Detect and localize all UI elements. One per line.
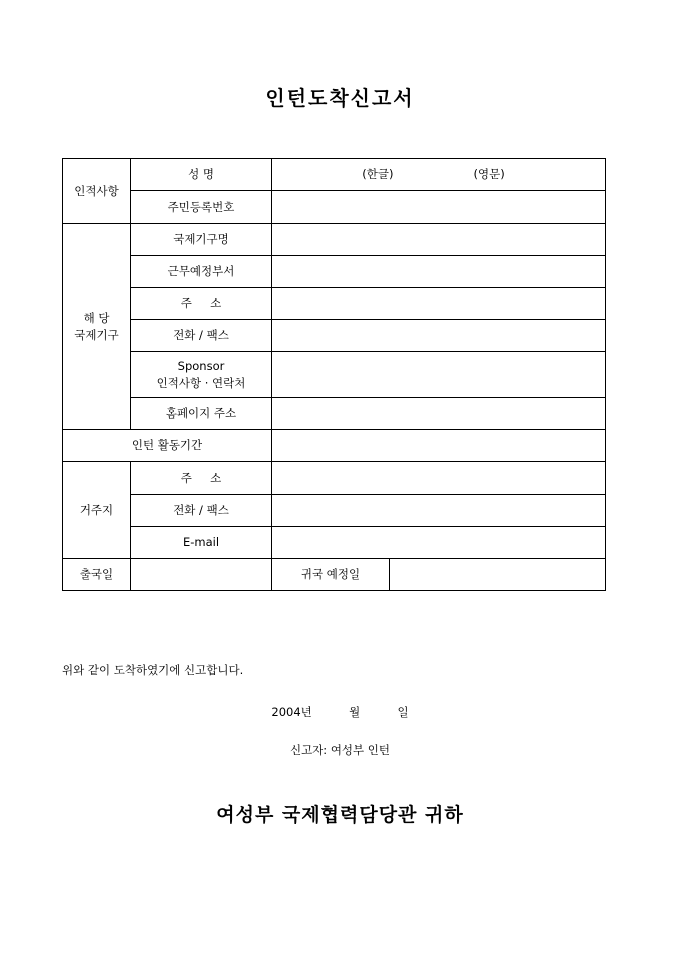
org-address-label: 주 소 xyxy=(131,288,272,320)
org-address-field[interactable] xyxy=(272,288,606,320)
homepage-field[interactable] xyxy=(272,398,606,430)
res-address-label: 주 소 xyxy=(131,462,272,495)
date-day: 일 xyxy=(397,705,409,719)
date-year: 2004년 xyxy=(271,705,312,719)
org-phone-label: 전화 / 팩스 xyxy=(131,320,272,352)
res-phone-label: 전화 / 팩스 xyxy=(131,495,272,527)
resident-number-field[interactable] xyxy=(272,191,606,224)
sponsor-label-line2: 인적사항 · 연락처 xyxy=(156,375,246,390)
period-label: 인턴 활동기간 xyxy=(63,430,272,462)
declaration-text: 위와 같이 도착하였기에 신고합니다. xyxy=(62,663,244,677)
org-name-field[interactable] xyxy=(272,224,606,256)
addressee: 여성부 국제협력담당관 귀하 xyxy=(216,804,464,826)
org-section-line1: 해 당 xyxy=(83,310,110,325)
sponsor-label xyxy=(131,352,272,398)
document-title: 인턴도착신고서 xyxy=(265,86,415,110)
period-field[interactable] xyxy=(272,430,606,462)
org-phone-field[interactable] xyxy=(272,320,606,352)
residence-section-label: 거주지 xyxy=(63,462,131,559)
email-label: E-mail xyxy=(131,527,272,559)
name-korean-label: (한글) xyxy=(362,167,394,182)
name-english-label: (영문) xyxy=(473,167,505,182)
report-date xyxy=(0,704,680,720)
return-label: 귀국 예정일 xyxy=(272,559,390,591)
sponsor-field[interactable] xyxy=(272,352,606,398)
date-month: 월 xyxy=(349,705,361,719)
res-address-field[interactable] xyxy=(272,462,606,495)
name-field[interactable] xyxy=(272,159,606,191)
arrival-report-form xyxy=(62,158,606,591)
org-section-label xyxy=(63,224,131,430)
res-phone-field[interactable] xyxy=(272,495,606,527)
department-field[interactable] xyxy=(272,256,606,288)
departure-label: 출국일 xyxy=(63,559,131,591)
return-field[interactable] xyxy=(390,559,606,591)
reporter-line: 신고자: 여성부 인턴 xyxy=(289,743,391,757)
departure-field[interactable] xyxy=(131,559,272,591)
org-name-label: 국제기구명 xyxy=(131,224,272,256)
name-label: 성 명 xyxy=(131,159,272,191)
resident-number-label: 주민등록번호 xyxy=(131,191,272,224)
personal-section-label: 인적사항 xyxy=(63,159,131,224)
department-label: 근무예정부서 xyxy=(131,256,272,288)
org-section-line2: 국제기구 xyxy=(74,327,119,342)
homepage-label: 홈페이지 주소 xyxy=(131,398,272,430)
email-field[interactable] xyxy=(272,527,606,559)
sponsor-label-line1: Sponsor xyxy=(177,358,225,373)
